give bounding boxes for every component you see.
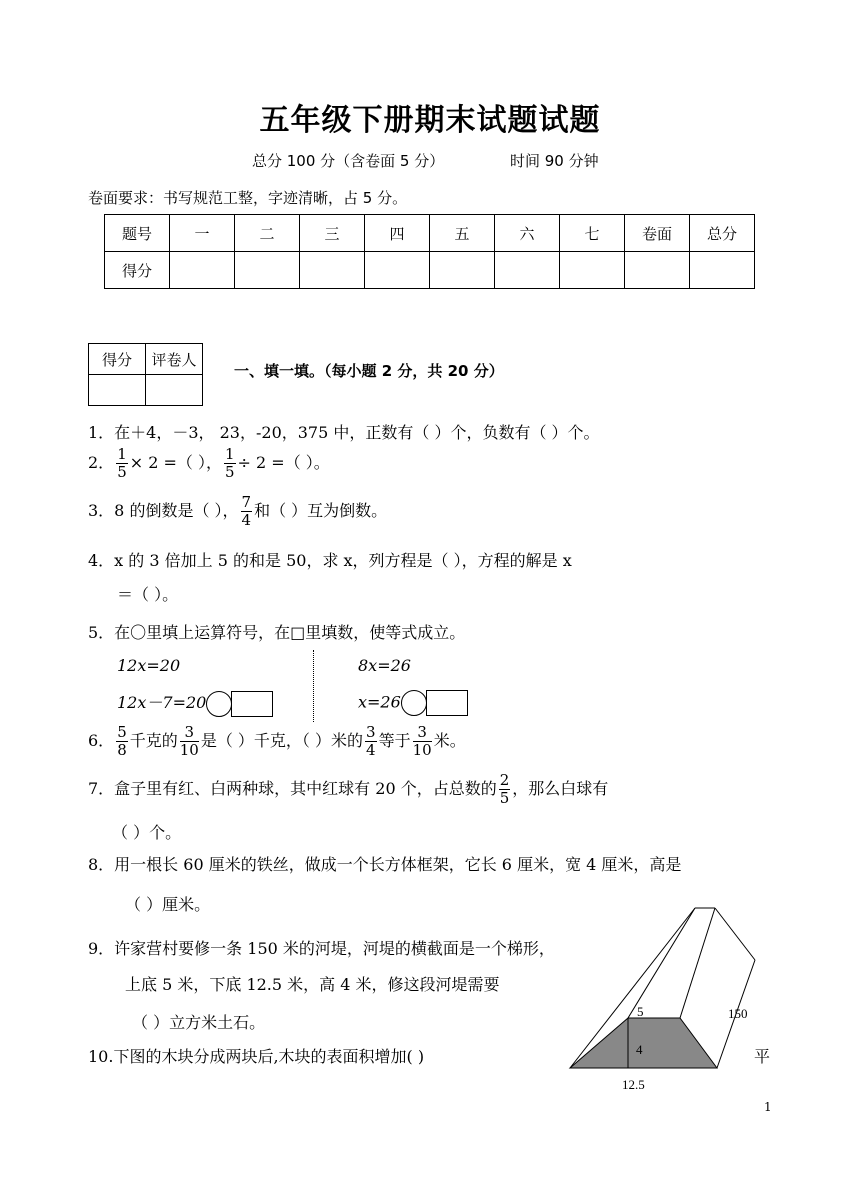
fraction: $\frac{3}{10}$ bbox=[179, 723, 199, 759]
question-number: 2． bbox=[88, 453, 115, 472]
question-8-line-1: 8．用一根长 60 厘米的铁丝，做成一个长方体框架，它长 6 厘米，宽 4 厘米，高是 bbox=[88, 855, 682, 874]
grader-name-blank[interactable] bbox=[146, 375, 203, 406]
score-blank[interactable] bbox=[365, 252, 430, 289]
grader-score-label: 得分 bbox=[89, 344, 146, 375]
score-blank[interactable] bbox=[690, 252, 755, 289]
question-text: 米。 bbox=[433, 731, 466, 750]
score-table bbox=[104, 214, 755, 289]
score-blank[interactable] bbox=[495, 252, 560, 289]
score-cell: 一 bbox=[170, 215, 235, 252]
question-4-line-1: 4．x 的 3 倍加上 5 的和是 50，求 x，列方程是（ ），方程的解是 x bbox=[88, 551, 572, 570]
score-cell: 总分 bbox=[690, 215, 755, 252]
page-number: 1 bbox=[764, 1100, 772, 1114]
question-7-line-2: （ ）个。 bbox=[112, 823, 182, 842]
score-table-score-row bbox=[105, 252, 755, 289]
equation-right-2 bbox=[358, 690, 468, 716]
divider bbox=[313, 650, 314, 722]
score-blank[interactable] bbox=[560, 252, 625, 289]
question-4-line-2: ＝（ ）。 bbox=[117, 585, 179, 604]
question-8-line-2: （ ）厘米。 bbox=[125, 895, 211, 914]
question-text: 千克的 bbox=[129, 731, 178, 750]
neatness-requirement: 卷面要求：书写规范工整，字迹清晰，占 5 分。 bbox=[88, 189, 408, 207]
grader-score-blank[interactable] bbox=[89, 375, 146, 406]
number-box[interactable] bbox=[426, 690, 468, 716]
score-blank[interactable] bbox=[300, 252, 365, 289]
total-score-note: 总分 100 分（含卷面 5 分） bbox=[252, 152, 445, 170]
question-3 bbox=[88, 494, 387, 529]
edge bbox=[715, 908, 755, 960]
question-text: × 2 =（ ）， bbox=[129, 453, 222, 472]
label-bottom: 12.5 bbox=[622, 1077, 645, 1090]
grader-name-label: 评卷人 bbox=[146, 344, 203, 375]
score-cell: 卷面 bbox=[625, 215, 690, 252]
question-text: 3．8 的倒数是（ ）， bbox=[88, 501, 239, 520]
question-5: 5．在〇里填上运算符号，在□里填数，使等式成立。 bbox=[88, 623, 466, 642]
fraction: $\frac{1}{5}$ bbox=[225, 445, 235, 481]
equation-text: 12x－7=20 bbox=[117, 693, 207, 712]
question-text: ÷ 2 =（ ）。 bbox=[237, 453, 330, 472]
question-10-trailing: 平 bbox=[754, 1047, 771, 1066]
time-note: 时间 90 分钟 bbox=[510, 152, 599, 170]
question-text: 7．盒子里有红、白两种球，其中红球有 20 个，占总数的 bbox=[88, 779, 497, 798]
question-2 bbox=[88, 446, 330, 481]
question-text: 和（ ）互为倒数。 bbox=[254, 501, 388, 520]
prism-figure bbox=[565, 905, 780, 1090]
score-cell: 六 bbox=[495, 215, 560, 252]
fraction: $\frac{3}{10}$ bbox=[412, 723, 432, 759]
question-10: 10.下图的木块分成两块后,木块的表面积增加( ) bbox=[88, 1047, 425, 1066]
score-blank[interactable] bbox=[170, 252, 235, 289]
question-text: ，那么白球有 bbox=[512, 779, 609, 798]
section-1-title: 一、填一填。（每小题 2 分，共 20 分） bbox=[234, 362, 504, 380]
equation-left-1: 12x=20 bbox=[117, 656, 181, 675]
question-9-line-2: 上底 5 米，下底 12.5 米，高 4 米，修这段河堤需要 bbox=[125, 975, 500, 994]
question-9-line-3: （ ）立方米土石。 bbox=[132, 1013, 266, 1032]
score-blank[interactable] bbox=[625, 252, 690, 289]
question-number: 6． bbox=[88, 731, 115, 750]
grader-table bbox=[88, 343, 203, 406]
score-blank[interactable] bbox=[235, 252, 300, 289]
trapezoid-cross-section bbox=[570, 1018, 717, 1068]
score-row-label: 得分 bbox=[105, 252, 170, 289]
score-cell: 四 bbox=[365, 215, 430, 252]
label-height: 4 bbox=[636, 1042, 643, 1057]
operator-circle[interactable] bbox=[401, 690, 427, 716]
question-text: 等于 bbox=[378, 731, 411, 750]
score-blank[interactable] bbox=[430, 252, 495, 289]
equation-text: x=26 bbox=[358, 692, 401, 712]
fraction: $\frac{7}{4}$ bbox=[241, 493, 252, 529]
score-cell: 二 bbox=[235, 215, 300, 252]
question-9-line-1: 9．许家营村要修一条 150 米的河堤，河堤的横截面是一个梯形， bbox=[88, 939, 555, 958]
equation-left-2 bbox=[117, 690, 273, 717]
score-cell: 七 bbox=[560, 215, 625, 252]
fraction: $\frac{1}{5}$ bbox=[117, 445, 127, 481]
equation-right-1: 8x=26 bbox=[358, 656, 411, 675]
question-6 bbox=[88, 724, 466, 759]
label-length: 150 bbox=[728, 1006, 748, 1021]
question-text: 是（ ）千克，（ ）米的 bbox=[200, 731, 364, 750]
page-title: 五年级下册期末试题试题 bbox=[259, 103, 601, 138]
number-box[interactable] bbox=[231, 691, 273, 717]
label-top: 5 bbox=[637, 1004, 644, 1019]
score-cell: 题号 bbox=[105, 215, 170, 252]
question-7-line-1 bbox=[88, 772, 608, 807]
score-table-header-row bbox=[105, 215, 755, 252]
fraction: $\frac{3}{4}$ bbox=[366, 723, 376, 759]
score-cell: 三 bbox=[300, 215, 365, 252]
operator-circle[interactable] bbox=[206, 691, 232, 717]
fraction: $\frac{2}{5}$ bbox=[499, 771, 510, 807]
question-1: 1．在＋4，－3， 23，-20，375 中，正数有（ ）个，负数有（ ）个。 bbox=[88, 423, 600, 442]
score-cell: 五 bbox=[430, 215, 495, 252]
fraction: $\frac{5}{8}$ bbox=[117, 723, 127, 759]
